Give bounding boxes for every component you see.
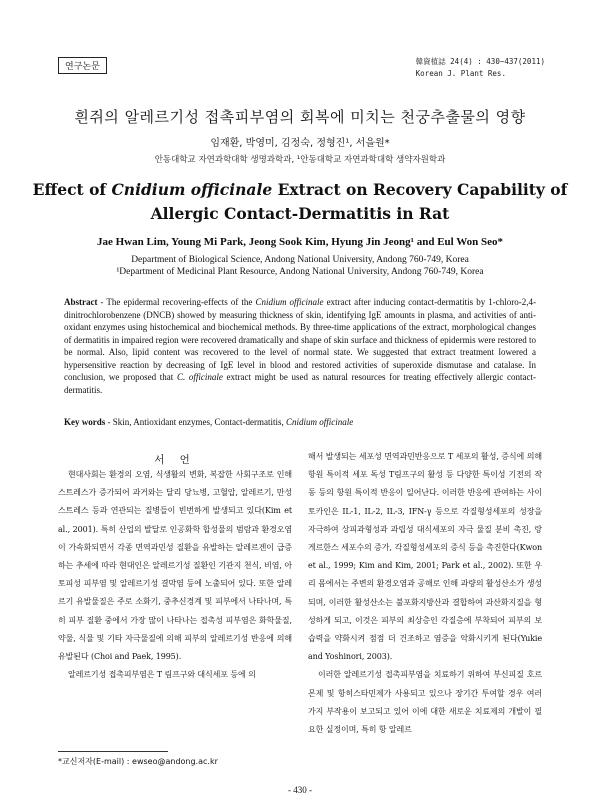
- abstract-text-1: - The epidermal recovering-effects of the: [97, 297, 256, 307]
- journal-line-1: 韓資植誌 24(4) : 430~437(2011): [415, 57, 545, 66]
- english-title-line-1: [0, 178, 600, 202]
- footnote-divider: [58, 751, 168, 752]
- english-authors: Jae Hwan Lim, Young Mi Park, Jeong Sook Kim, Hyung Jin Jeong¹ and Eul Won Seo*: [96, 236, 504, 248]
- title-prefix: Effect of: [32, 180, 112, 199]
- keywords-text: - Skin, Antioxidant enzymes, Contact-dermatitis,: [105, 417, 286, 427]
- corresponding-author-footnote: *교신저자(E-mail) : ewseo@andong.ac.kr: [58, 757, 218, 766]
- abstract-text-3: extract might be used as natural resources for treating effectively allergic contact-dermatitis.: [64, 372, 536, 395]
- title-species: Cnidium officinale: [111, 180, 273, 199]
- korean-affiliation: 안동대학교 자연과학대학 생명과학과, ¹안동대학교 자연과학대학 생약자원학과: [154, 155, 446, 165]
- abstract-text-2: extract after inducing contact-dermatitis by 1-chloro-2,4-dinitrochlorobenzene (DNCB) showed by measuring thickness of skin, identifying IgE amounts in plasma, and activities of anti-oxidant enzymes using histochemical and biochemical methods. By three-time applications of the extract, morphological changes of dermatitis in impaired region were recovered dramatically and shape of skin surface and thickness of epidermis were restored to be normal. Also, lipid content was recovered to the level of normal state. We suggested that extract treatment lowered a hypersensitive reaction by decreasing of IgE level in blood and restored activities of superoxide dismutase and catalase. In conclusion, we proposed that: [64, 297, 536, 382]
- body-paragraph: 이러한 알레르기성 접촉피부염을 치료하기 위하여 부신피질 호르몬제 및 항히스타민제가 사용되고 있으나 장기간 투여할 경우 여러 가지 부작용이 보고되고 있어 이에 대한 새로운 치료제의 개발이 필요한 실정이며, 특히 항 알레르: [308, 670, 542, 735]
- abstract-species-1: Cnidium officinale: [255, 297, 324, 307]
- english-title-line-2: Allergic Contact-Dermatitis in Rat: [150, 204, 450, 223]
- keywords: [64, 417, 536, 427]
- keywords-species: Cnidium officinale: [285, 417, 354, 427]
- page-number: - 430 -: [288, 785, 312, 795]
- korean-authors: 임재환, 박영미, 김정숙, 정형진¹, 서을원*: [210, 138, 390, 149]
- body-column-right: [308, 448, 542, 739]
- journal-citation: [416, 56, 545, 80]
- english-affiliation: [0, 254, 600, 278]
- body-paragraph: 알레르기성 접촉피부염은 T 림프구와 대식세포 등에 의: [68, 670, 256, 680]
- body-paragraph: 현대사회는 환경의 오염, 식생활의 변화, 복잡한 사회구조로 인해 스트레스가 증가되어 과거와는 달리 당뇨병, 고혈압, 알레르기, 만성 스트레스 등과 연관되는 질병들이 빈번하게 발생되고 있다(Kim et al., 2001). 특히 산업의 발달로 인공화학 합성물의 범람과 환경오염이 가속화되면서 각종 면역과민성 질환을 유발하는 알레르겐이 급증하는 추세에 따라 현대인은 알레르기성 질환인 기관지 천식, 비염, 아토피성 피부염 및 알레르기성 결막염 등에 노출되어 있다. 또한 알레르기 유발물질은 주로 소화기, 중추신경계 및 피부에서 나타나며, 특히 피부 질환 중에서 가장 많이 나타나는 접촉성 피부염은 화학물질, 약물, 식물 및 기타 자극물질에 의해 피부의 알레르기성 반응에 의해 유발된다 (Choi and Paek, 1995).: [58, 470, 292, 662]
- english-affiliation-line-2: ¹Department of Medicinal Plant Resource, Andong National University, Andong 760-749, Korea: [116, 267, 484, 277]
- article-type-tag: 연구논문: [58, 57, 107, 74]
- abstract-species-2: C. officinale: [176, 372, 223, 382]
- english-affiliation-line-1: Department of Biological Science, Andong National University, Andong 760-749, Korea: [131, 255, 469, 265]
- english-title: [0, 178, 600, 226]
- keywords-label: Key words: [64, 417, 106, 427]
- body-column-left: [58, 466, 292, 684]
- journal-line-2: Korean J. Plant Res.: [415, 69, 506, 78]
- body-paragraph: 해서 발생되는 세포성 면역과민반응으로 T 세포의 활성, 증식에 의해 항원 특이적 세포 독성 T림프구의 활성 등 다양한 특이성 기전의 작동 등의 항원 특이적 반응이 일어난다. 이러한 반응에 관여하는 사이토카인은 IL-1, IL-2, IL-3, IFN-γ 등으로 각질형성세포의 성장을 자극하여 상피과형성과 과립성 대식세포의 자극 물질 분비 촉진, 랑게르한스 세포수의 증가, 각질형성세포의 증식 등을 촉진한다(Kwon et al., 1999; Kim and Kim, 2001; Park et al., 2002). 또한 우리 몸에서는 주변의 환경오염과 공해로 인해 과량의 활성산소가 생성되며, 이러한 활성산소는 불포화지방산과 결합하여 과산화지질을 형성하게 되고, 이것은 피부의 최상층인 각질층에 부착되어 피부의 보습력을 약화시켜 점점 더 건조하고 염증을 악화시키게 된다(Yukie and Yoshinori, 2003).: [308, 452, 542, 662]
- abstract: [64, 296, 536, 396]
- abstract-label: Abstract: [64, 297, 98, 307]
- section-heading-introduction: 서 언: [154, 454, 196, 466]
- korean-title: 흰쥐의 알레르기성 접촉피부염의 회복에 미치는 천궁추출물의 영향: [74, 108, 526, 126]
- title-suffix: Extract on Recovery Capability of: [272, 180, 568, 199]
